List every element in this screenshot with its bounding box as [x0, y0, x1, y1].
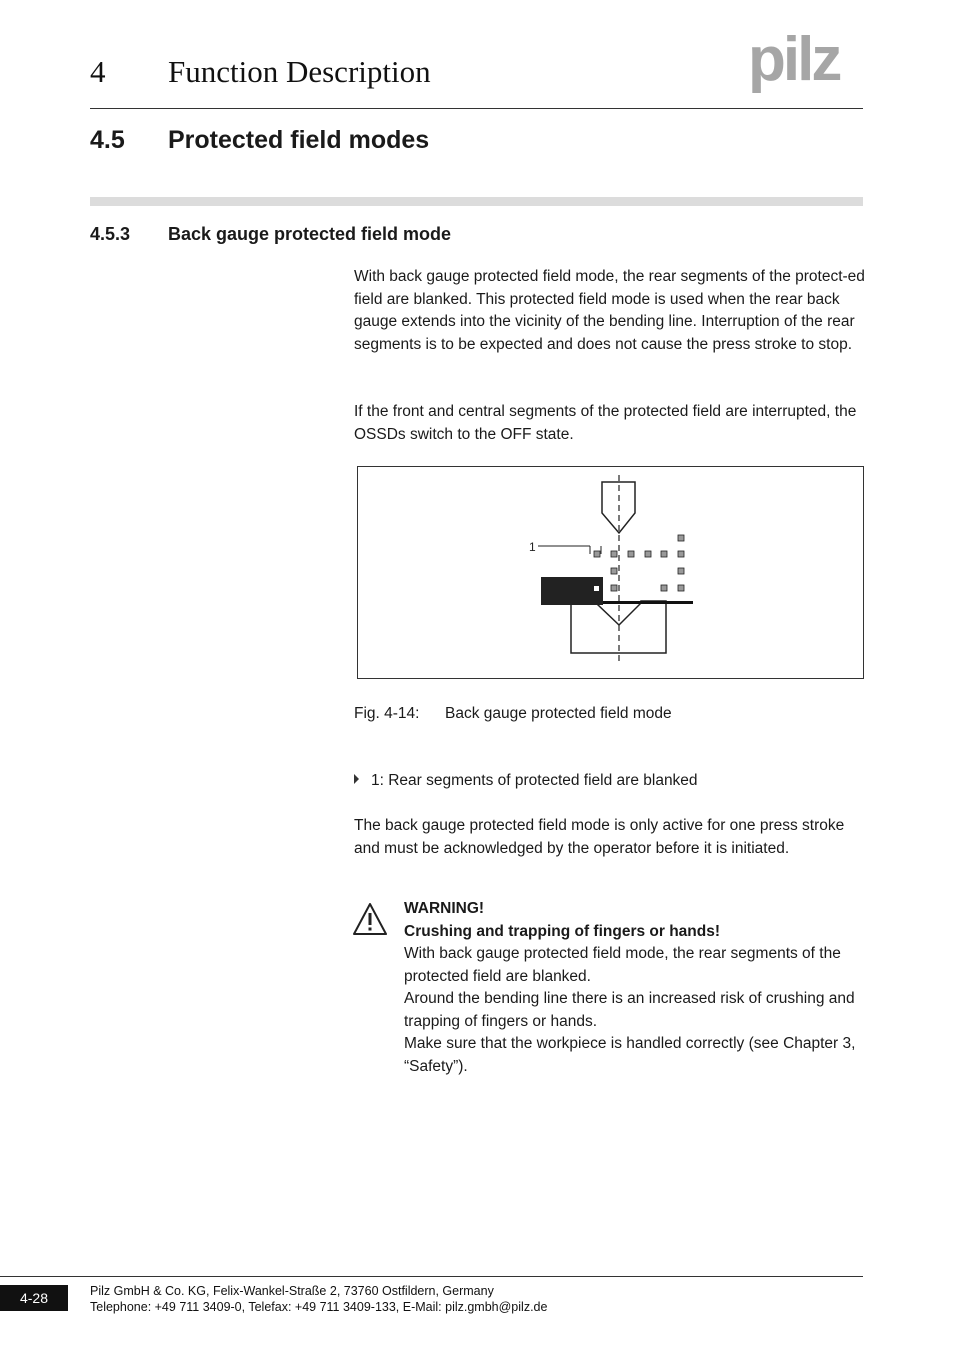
back-gauge-block — [541, 577, 603, 605]
chapter-title: Function Description — [168, 54, 431, 89]
body-paragraph-3: The back gauge protected field mode is only active for one press stroke and must be acknowledged by the operator before it is initiated. — [354, 817, 845, 857]
warning-block — [404, 898, 866, 1078]
segment — [661, 585, 667, 591]
chapter-number: 4 — [90, 54, 106, 89]
back-gauge-diagram — [358, 467, 863, 678]
warning-triangle-icon — [352, 902, 388, 936]
warning-text-3: Make sure that the workpiece is handled correctly (see Chapter 3, “Safety”). — [404, 1035, 856, 1075]
page-number: 4-28 — [0, 1285, 68, 1311]
segment — [611, 551, 617, 557]
footer-divider — [0, 1276, 863, 1277]
section-title: Protected field modes — [168, 126, 430, 154]
bullet-arrow-icon — [354, 774, 359, 784]
segment — [678, 551, 684, 557]
legend-item — [354, 770, 698, 792]
figure-caption-number: Fig. 4-14: — [354, 705, 420, 722]
body-paragraph-1: With back gauge protected field mode, the rear segments of the protect-ed field are blanked. This protected field mode is used when the rear back gauge extends into the vicinity of the bending line. Interruption of the rear segments is to be expected and does not cause the press stroke to stop. — [354, 268, 865, 353]
figure-box — [357, 466, 864, 679]
segment — [611, 585, 617, 591]
footer-contact: Telephone: +49 711 3409-0, Telefax: +49 711 3409-133, E-Mail: pilz.gmbh@pilz.de — [90, 1300, 548, 1314]
segment — [678, 535, 684, 541]
figure-caption-title: Back gauge protected field mode — [445, 705, 672, 722]
subsection-number: 4.5.3 — [90, 224, 131, 244]
segment — [628, 551, 634, 557]
pilz-logo-text: pilz — [748, 30, 840, 94]
segment — [611, 568, 617, 574]
segment — [678, 585, 684, 591]
header-divider — [90, 108, 863, 109]
warning-text-2: Around the bending line there is an increased risk of crushing and trapping of fingers or hands. — [404, 990, 855, 1030]
back-gauge-marker — [594, 586, 599, 591]
legend-item-text: 1: Rear segments of protected field are blanked — [371, 772, 698, 789]
subsection-title: Back gauge protected field mode — [168, 224, 452, 244]
warning-label: WARNING! — [404, 900, 485, 917]
warning-text-1: With back gauge protected field mode, the rear segments of the protected field are blanked. — [404, 945, 841, 985]
segment — [594, 551, 600, 557]
pilz-logo — [748, 30, 866, 96]
body-paragraph-2: If the front and central segments of the protected field are interrupted, the OSSDs switch to the OFF state. — [354, 403, 857, 443]
segment — [661, 551, 667, 557]
section-divider-bar — [90, 197, 863, 206]
segment — [678, 568, 684, 574]
section-number: 4.5 — [90, 126, 125, 154]
protected-field-segments — [594, 535, 684, 591]
warning-subtitle: Crushing and trapping of fingers or hands! — [404, 922, 721, 940]
callout-label: 1 — [529, 540, 536, 554]
segment — [645, 551, 651, 557]
footer-address: Pilz GmbH & Co. KG, Felix-Wankel-Straße 2, 73760 Ostfildern, Germany — [90, 1284, 494, 1298]
